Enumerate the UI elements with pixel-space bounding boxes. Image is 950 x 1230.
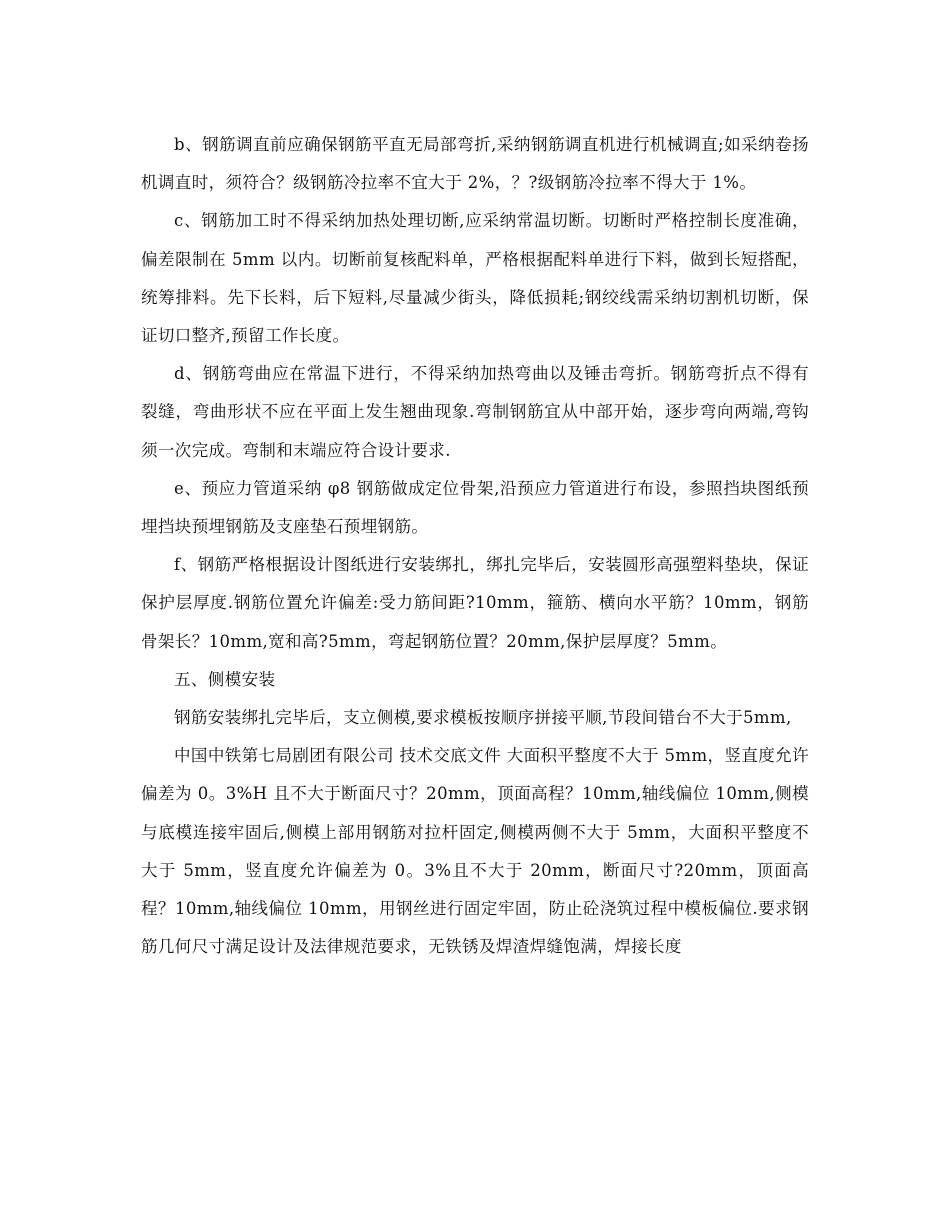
paragraph-b-straightening: b、钢筋调直前应确保钢筋平直无局部弯折,采纳钢筋调直机进行机械调直;如采纳卷扬机调直时，须符合？级钢筋冷拉率不宜大于 2%，？?级钢筋冷拉率不得大于 1%。 xyxy=(141,135,809,193)
paragraph-e-prestress-duct: e、预应力管道采纳 φ8 钢筋做成定位骨架,沿预应力管道进行布设，参照挡块图纸预埋挡块预埋钢筋及支座垫石预埋钢筋。 xyxy=(141,478,809,537)
section-heading-side-formwork: 五、侧模安装 xyxy=(174,669,276,689)
document-body xyxy=(141,126,809,966)
paragraph-d-bending: d、钢筋弯曲应在常温下进行，不得采纳加热弯曲以及锤击弯折。钢筋弯折点不得有裂缝，弯曲形状不应在平面上发生翘曲现象.弯制钢筋宜从中部开始，逐步弯向两端,弯钩须一次完成。弯制和末端应符合设计要求. xyxy=(141,364,809,460)
paragraph-c-cutting: c、钢筋加工时不得采纳加热处理切断,应采纳常温切断。切断时严格控制长度准确，偏差限制在 5mm 以内。切断前复核配料单，严格根据配料单进行下料，做到长短搭配，统筹排料。先下长料，后下短料,尽量减少街头，降低损耗;钢绞线需采纳切割机切断，保证切口整齐,预留工作长度。 xyxy=(141,211,809,346)
paragraph-f-installation: f、钢筋严格根据设计图纸进行安装绑扎，绑扎完毕后，安装圆形高强塑料垫块，保证保护层厚度.钢筋位置允许偏差:受力筋间距?10mm，箍筋、横向水平筋？10mm，钢筋骨架长？10mm,宽和高?5mm，弯起钢筋位置？20mm,保护层厚度？5mm。 xyxy=(141,555,809,651)
paragraph-side-formwork-tolerances: 中国中铁第七局剧团有限公司 技术交底文件 大面积平整度不大于 5mm，竖直度允许偏差为 0。3%H 且不大于断面尺寸？20mm，顶面高程？10mm,轴线偏位 10mm,侧模与底模连接牢固后,侧模上部用钢筋对拉杆固定,侧模两侧不大于 5mm，大面积平整度不大于 5mm，竖直度允许偏差为 0。3%且不大于 20mm，断面尺寸?20mm，顶面高程？10mm,轴线偏位 10mm，用钢丝进行固定牢固，防止砼浇筑过程中模板偏位.要求钢筋几何尺寸满足设计及法律规范要求，无铁锈及焊渣焊缝饱满，焊接长度 xyxy=(141,746,809,957)
paragraph-side-formwork-intro: 钢筋安装绑扎完毕后，支立侧模,要求模板按顺序拼接平顺,节段间错台不大于5mm, xyxy=(174,708,792,728)
